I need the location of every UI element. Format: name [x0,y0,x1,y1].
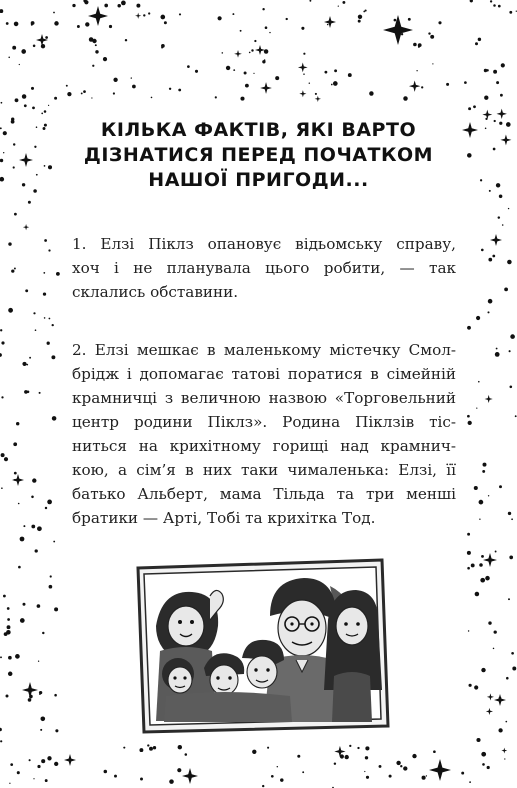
paragraph-line: 2. Елзі мешкає в маленькому містечку Смол- [72,341,456,359]
paragraph-line: брідж і допомагає татові поратися в сімейній [72,365,456,383]
family-portrait-illustration [130,556,395,734]
paragraph-1 [72,232,456,304]
paragraph-line: склались обставини. [72,283,239,301]
paragraph-line: хоч і не планувала цього робити, — так [72,259,456,277]
paragraph-line: батько Альберт, мама Тільда та три менші [72,485,456,503]
paragraph-2 [72,338,456,530]
heading-line: КІЛЬКА ФАКТІВ, ЯКІ ВАРТО [100,119,417,141]
heading-line: НАШОЇ ПРИГОДИ... [148,169,369,191]
paragraph-line: 1. Елзі Піклз опановує відьомську справу, [72,235,456,253]
heading-line: ДІЗНАТИСЯ ПЕРЕД ПОЧАТКОМ [83,144,434,166]
paragraph-line: ниться на крихітному горищі над крамнич- [72,437,456,455]
paragraph-line: кою, а сім’я в них таки чималенька: Елзі, її [72,461,456,479]
paragraph-line: братики — Арті, Тобі та крихітка Тод. [72,509,376,527]
paragraph-line: крамничці з величною назвою «Торговельний [72,389,456,407]
page-heading [60,118,457,193]
paragraph-line: центр родини Піклз». Родина Піклзів тіс- [72,413,456,431]
